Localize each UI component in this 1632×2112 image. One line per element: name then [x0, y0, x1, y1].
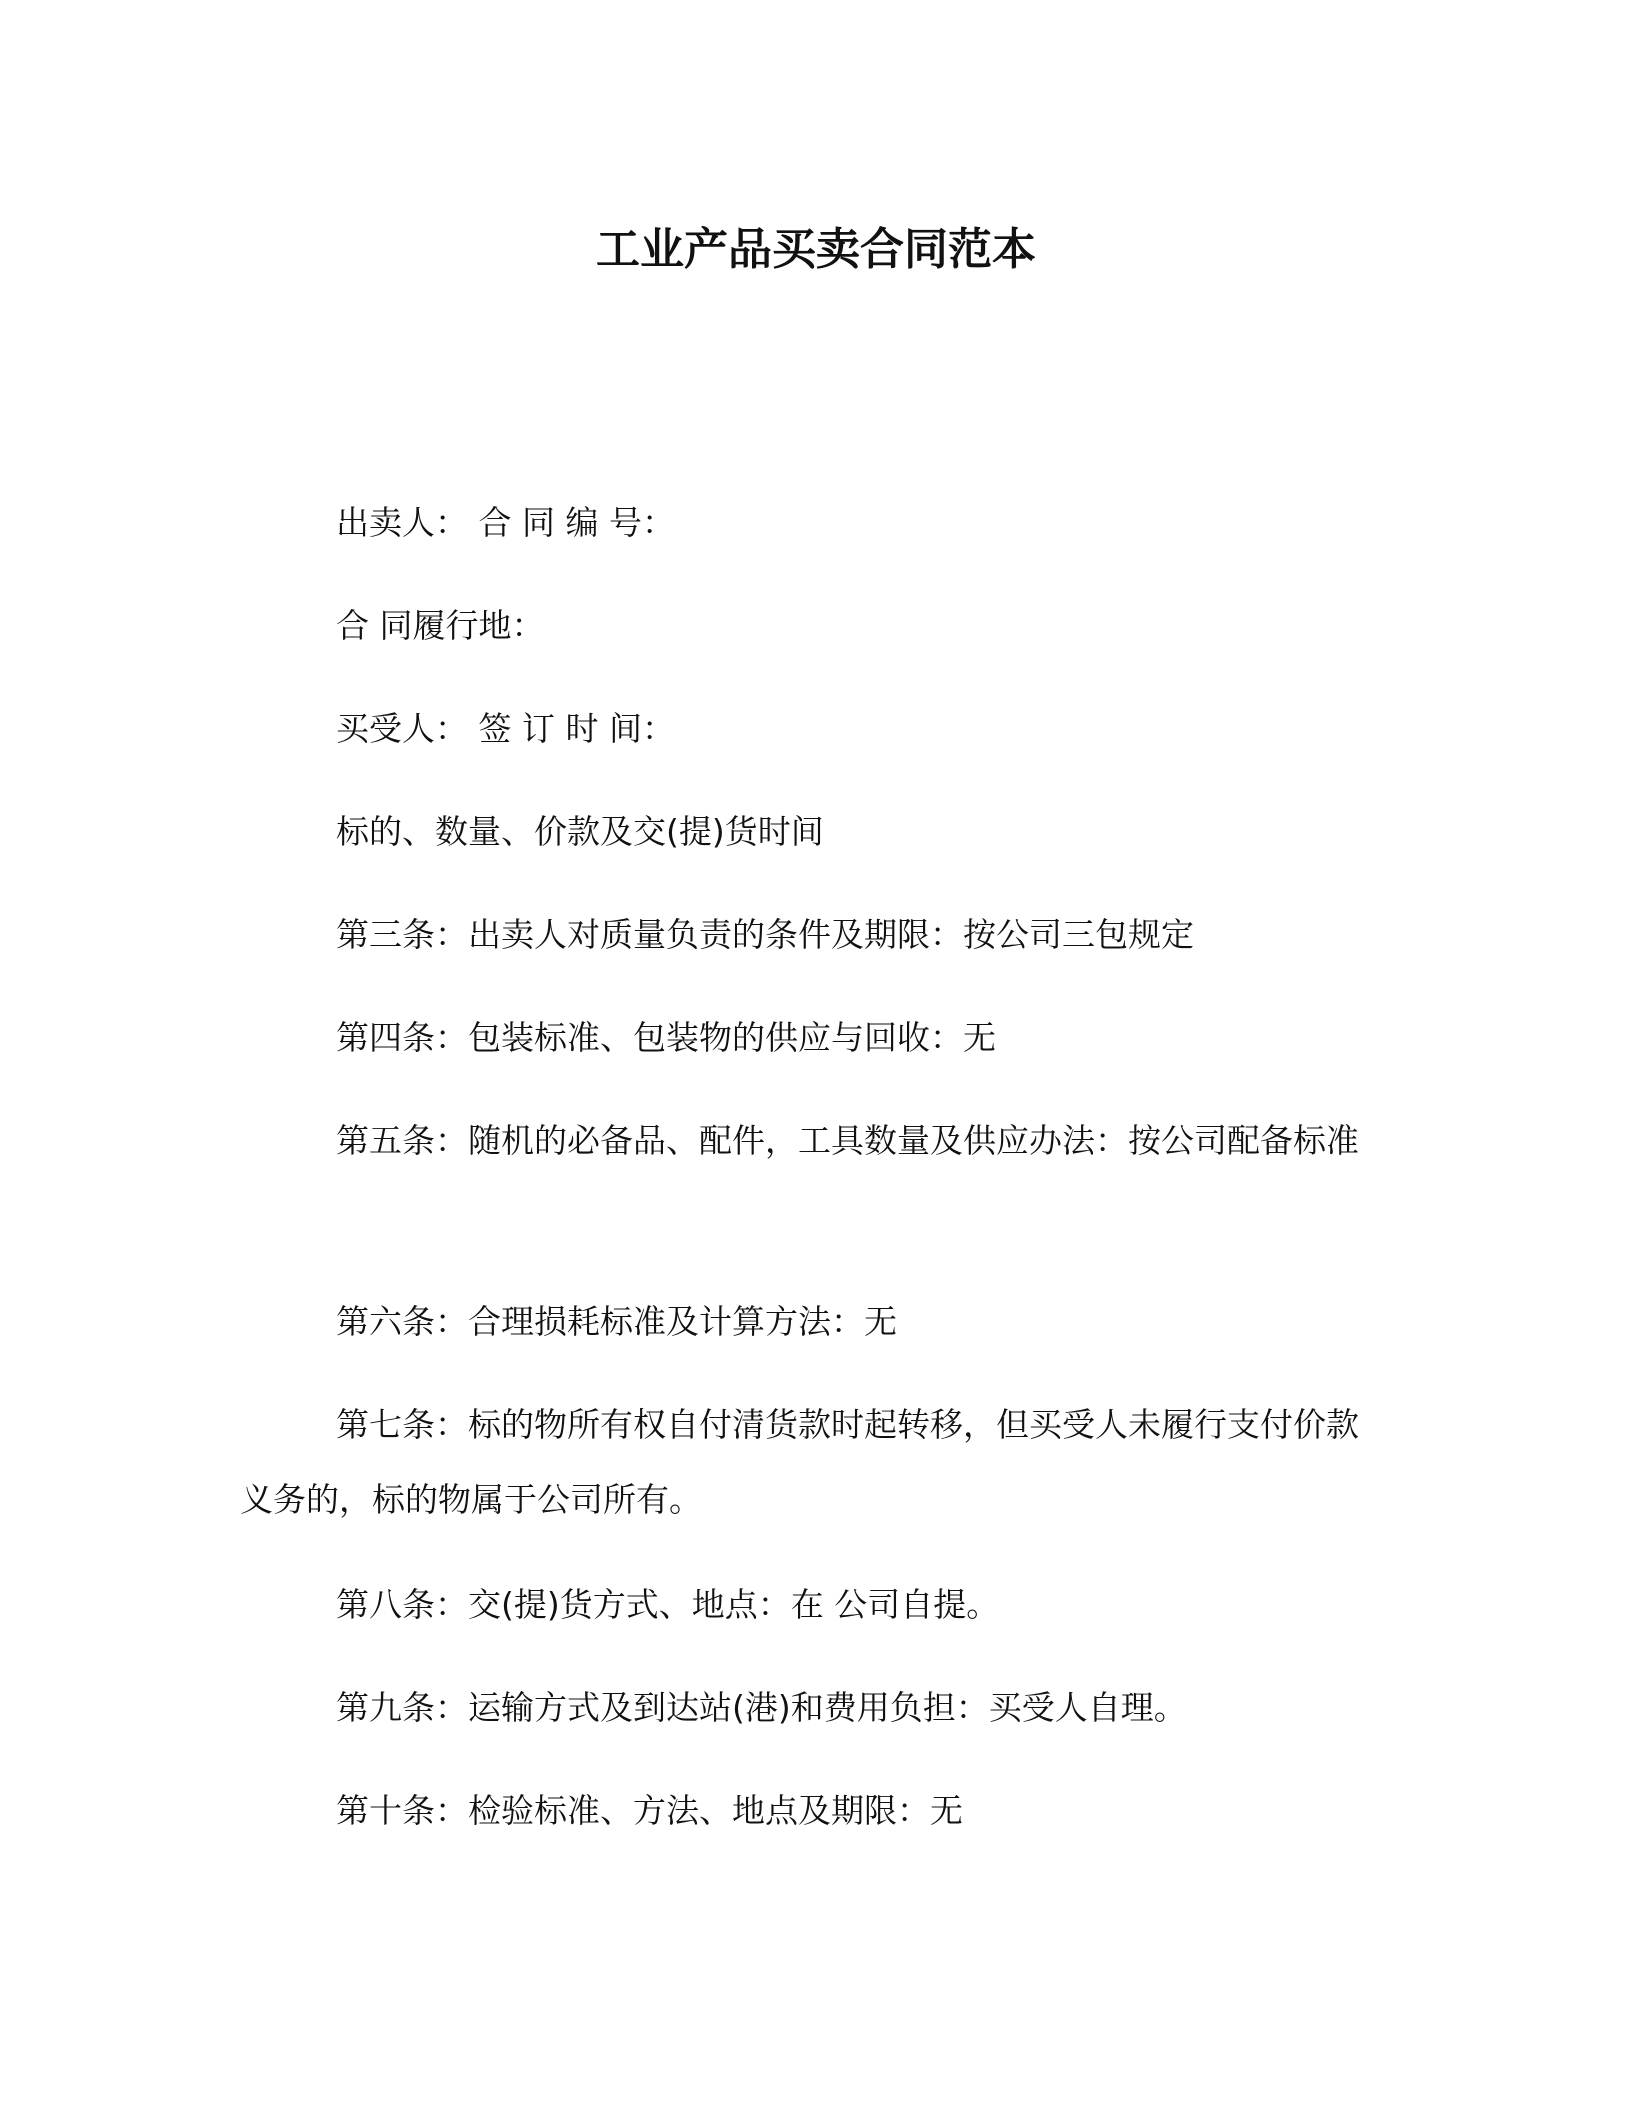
article-6: 第六条：合理损耗标准及计算方法：无 — [336, 1302, 897, 1341]
article-3: 第三条：出卖人对质量负责的条件及期限：按公司三包规定 — [336, 915, 1194, 954]
article-8: 第八条：交(提)货方式、地点：在 公司自提。 — [336, 1585, 1000, 1624]
seller-line: 出卖人： 合 同 编 号： — [336, 503, 675, 542]
document-title: 工业产品买卖合同范本 — [596, 224, 1036, 275]
article-7: 第七条：标的物所有权自付清货款时起转移，但买受人未履行支付价款义务的，标的物属于公司所有。 — [240, 1405, 1359, 1519]
article-4: 第四条：包装标准、包装物的供应与回收：无 — [336, 1018, 996, 1057]
subject-line: 标的、数量、价款及交(提)货时间 — [336, 812, 824, 851]
place-line: 合 同履行地： — [336, 606, 545, 645]
buyer-line: 买受人： 签 订 时 间： — [336, 709, 675, 748]
article-5: 第五条：随机的必备品、配件，工具数量及供应办法：按公司配备标准 — [336, 1121, 1359, 1160]
article-9: 第九条：运输方式及到达站(港)和费用负担：买受人自理。 — [336, 1688, 1187, 1727]
article-10: 第十条：检验标准、方法、地点及期限：无 — [336, 1791, 963, 1830]
